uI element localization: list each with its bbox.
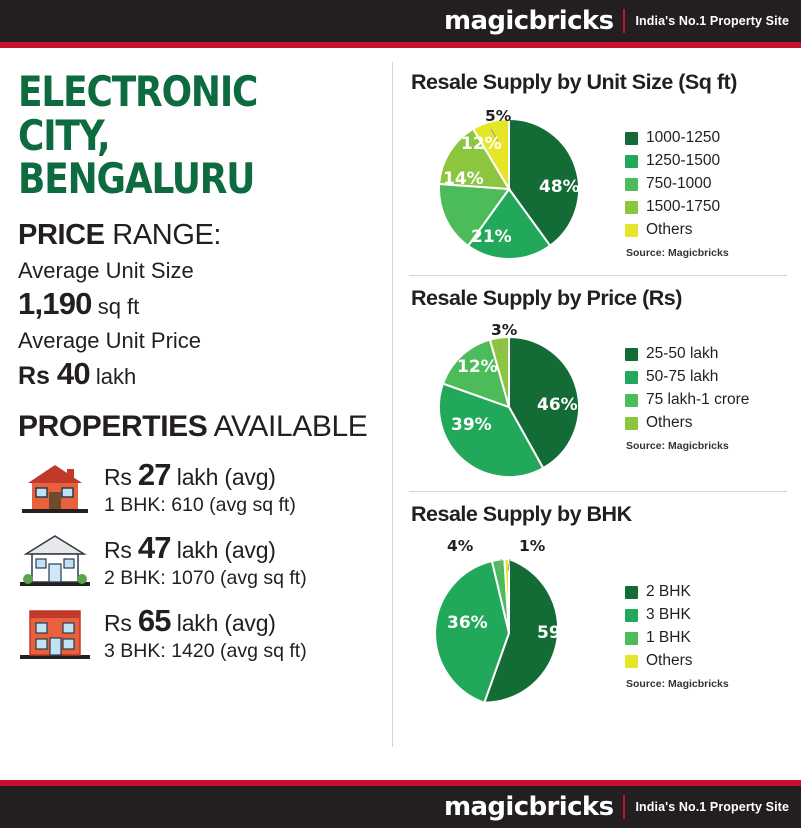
legend-label: 1500-1750: [646, 198, 721, 215]
price-line-1: [104, 458, 296, 492]
price-range-bold: PRICE: [18, 219, 105, 252]
magicbricks-logo: magicbricks: [443, 792, 614, 822]
legend-swatch-icon: [625, 132, 638, 145]
chart-source: Source: Magicbricks: [626, 440, 729, 452]
pie-area-unit-size: [409, 99, 621, 271]
price-line-2: [104, 531, 307, 565]
price-line-3: [104, 604, 307, 638]
house-2bhk-icon: [18, 532, 92, 590]
chart-body-unit-size: [409, 99, 787, 271]
legend-item: [625, 152, 729, 170]
price-amount-1: 27: [137, 457, 171, 493]
legend-item: [625, 129, 729, 147]
legend-label: 25-50 lakh: [646, 345, 719, 362]
legend-item: [625, 221, 729, 239]
brand-tagline: India's No.1 Property Site: [635, 14, 789, 28]
avg-unit-size-value: 1,190: [18, 286, 92, 322]
legend-label: Others: [646, 414, 693, 431]
price-suffix-2: lakh (avg): [170, 537, 276, 564]
chart-body-price: [409, 315, 787, 487]
legend-swatch-icon: [625, 201, 638, 214]
pie-area-price: [409, 315, 621, 487]
legend-item: [625, 606, 729, 624]
chart-body-bhk: [409, 531, 787, 717]
legend-item: [625, 391, 749, 409]
avg-unit-price-value: 40: [56, 356, 90, 392]
footer-brand: [444, 792, 789, 822]
chart-bhk: [409, 491, 787, 721]
avg-unit-size-label: Average Unit Size: [18, 258, 194, 284]
legend-unit-size: [621, 99, 729, 259]
footer-gap: [0, 763, 801, 780]
legend-item: [625, 629, 729, 647]
legend-bhk: [621, 531, 729, 690]
city-line-1: ELECTRONIC CITY,: [18, 67, 258, 160]
pie-chart-price: [409, 315, 609, 487]
legend-swatch-icon: [625, 609, 638, 622]
legend-swatch-icon: [625, 155, 638, 168]
legend-item: [625, 368, 749, 386]
legend-label: Others: [646, 652, 693, 669]
legend-swatch-icon: [625, 586, 638, 599]
legend-label: Others: [646, 221, 693, 238]
avg-unit-size-value-row: [18, 286, 378, 322]
price-amount-2: 47: [137, 530, 171, 566]
bhk-detail-3: 3 BHK: 1420 (avg sq ft): [104, 640, 307, 663]
pie-value-1000-1250: 48%: [539, 177, 580, 197]
pie-value-2bhk: 59%: [537, 623, 578, 643]
pie-value-75lakh-1crore: 12%: [457, 357, 498, 377]
legend-swatch-icon: [625, 417, 638, 430]
legend-label: 50-75 lakh: [646, 368, 719, 385]
right-panel: [393, 48, 801, 763]
legend-item: [625, 414, 749, 432]
properties-available-heading: [18, 410, 378, 444]
properties-bold: PROPERTIES: [18, 410, 208, 444]
avg-unit-price-value-row: [18, 356, 378, 392]
price-range-rest: RANGE:: [104, 219, 222, 252]
legend-label: 1 BHK: [646, 629, 691, 646]
pie-value-50-75-lakh: 39%: [451, 415, 492, 435]
list-item: [18, 531, 378, 590]
pie-value-750-1000: 14%: [443, 169, 484, 189]
legend-label: 1000-1250: [646, 129, 721, 146]
chart-price: [409, 275, 787, 491]
brand: [444, 6, 789, 36]
avg-unit-price-label: Average Unit Price: [18, 328, 202, 354]
page-title: [18, 67, 360, 204]
legend-item: [625, 652, 729, 670]
legend-swatch-icon: [625, 655, 638, 668]
avg-unit-price-prefix: Rs: [18, 362, 57, 391]
legend-swatch-icon: [625, 371, 638, 384]
chart-title-bhk: Resale Supply by BHK: [411, 502, 632, 526]
price-suffix-1: lakh (avg): [170, 464, 276, 491]
pie-value-25-50-lakh: 46%: [537, 395, 578, 415]
chart-source: Source: Magicbricks: [626, 247, 729, 259]
properties-rest: AVAILABLE: [207, 410, 368, 444]
legend-swatch-icon: [625, 348, 638, 361]
legend-swatch-icon: [625, 394, 638, 407]
legend-label: 2 BHK: [646, 583, 691, 600]
brand-divider: [623, 9, 625, 33]
legend-item: [625, 345, 749, 363]
brand-divider: [623, 795, 625, 819]
prop-text-3: [104, 604, 307, 663]
legend-item: [625, 583, 729, 601]
legend-swatch-icon: [625, 178, 638, 191]
chart-source: Source: Magicbricks: [626, 678, 729, 690]
legend-label: 750-1000: [646, 175, 712, 192]
chart-title-price: Resale Supply by Price (Rs): [411, 286, 682, 310]
pie-value-others-bhk: 1%: [519, 537, 546, 555]
left-panel: [0, 48, 392, 763]
legend-swatch-icon: [625, 632, 638, 645]
prop-text-2: [104, 531, 307, 590]
rs-prefix-1: Rs: [104, 464, 138, 491]
pie-value-1250-1500: 21%: [471, 227, 512, 247]
legend-label: 75 lakh-1 crore: [646, 391, 750, 408]
city-line-2: BENGALURU: [18, 154, 255, 204]
pie-value-3bhk: 36%: [447, 613, 488, 633]
pie-area-bhk: [409, 531, 621, 717]
legend-price: [621, 315, 749, 452]
list-item: [18, 458, 378, 517]
rs-prefix-2: Rs: [104, 537, 138, 564]
pie-value-others-price: 3%: [491, 321, 518, 339]
price-suffix-3: lakh (avg): [170, 610, 276, 637]
header-bar: [0, 0, 801, 42]
chart-title-unit-size: Resale Supply by Unit Size (Sq ft): [411, 70, 737, 94]
prop-text-1: [104, 458, 296, 517]
legend-label: 3 BHK: [646, 606, 691, 623]
legend-item: [625, 175, 729, 193]
legend-swatch-icon: [625, 224, 638, 237]
house-3bhk-icon: [18, 605, 92, 663]
list-item: [18, 604, 378, 663]
brand-tagline: India's No.1 Property Site: [635, 800, 789, 814]
pie-value-1bhk: 4%: [447, 537, 474, 555]
rs-prefix-3: Rs: [104, 610, 138, 637]
price-range-heading: [18, 219, 378, 252]
legend-label: 1250-1500: [646, 152, 721, 169]
magicbricks-logo: magicbricks: [443, 6, 614, 36]
avg-unit-size-unit: sq ft: [91, 294, 140, 320]
legend-item: [625, 198, 729, 216]
avg-unit-price-unit: lakh: [89, 364, 137, 390]
bhk-detail-1: 1 BHK: 610 (avg sq ft): [104, 494, 296, 517]
pie-value-others-unit-size: 5%: [485, 107, 512, 125]
chart-unit-size: [409, 70, 787, 275]
pie-chart-bhk: [409, 531, 609, 717]
price-amount-3: 65: [137, 603, 171, 639]
bhk-detail-2: 2 BHK: 1070 (avg sq ft): [104, 567, 307, 590]
house-1bhk-icon: [18, 459, 92, 517]
content-area: [0, 48, 801, 763]
pie-value-1500-1750: 12%: [461, 134, 502, 154]
